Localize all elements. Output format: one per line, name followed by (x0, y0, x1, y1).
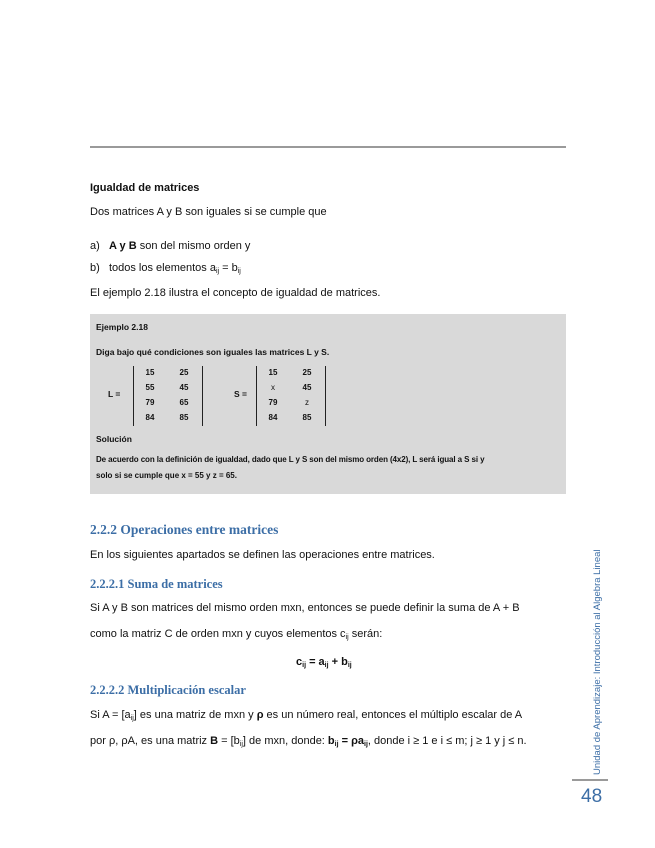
matrix-l-cell: 25 (179, 368, 189, 377)
matrix-l-cell: 55 (145, 383, 155, 392)
matrix-l-cell: 85 (179, 413, 189, 422)
condition-a: a) A y B son del mismo orden y (90, 240, 251, 252)
suma-line-2: como la matriz C de orden mxn y cuyos elementos $c_{ij}$ serán: (90, 628, 383, 641)
section-title: Igualdad de matrices (90, 182, 200, 194)
header-rule (90, 146, 566, 148)
heading-multiplicacion: 2.2.2.2 Multiplicación escalar (90, 683, 246, 697)
solution-line-2: solo si se cumple que x = 55 y z = 65. (96, 471, 237, 480)
matrix-l-cell: 79 (145, 398, 155, 407)
matrix-l-cell: 45 (179, 383, 189, 392)
page-number-rule (572, 779, 608, 781)
example-reference: El ejemplo 2.18 ilustra el concepto de igualdad de matrices. (90, 287, 381, 299)
operaciones-intro: En los siguientes apartados se definen las operaciones entre matrices. (90, 549, 435, 561)
example-prompt: Diga bajo qué condiciones son iguales las matrices L y S. (96, 347, 330, 357)
matrix-s-label: S = (234, 389, 247, 399)
matrix-s-cell: z (305, 398, 309, 407)
matrix-l-cell: 15 (145, 368, 155, 377)
page-number: 48 (581, 786, 603, 807)
solution-line-1: De acuerdo con la definición de igualdad, dado que L y S son del mismo orden (4x2), L será igual a S si y (96, 455, 485, 464)
matrix-l-cell: 84 (145, 413, 155, 422)
section-intro: Dos matrices A y B son iguales si se cumple que (90, 206, 327, 218)
heading-suma: 2.2.2.1 Suma de matrices (90, 577, 223, 591)
matrix-s (256, 366, 326, 426)
matrix-s-cell: 85 (302, 413, 312, 422)
example-title: Ejemplo 2.18 (96, 322, 148, 332)
suma-formula: $c_{ij} = a_{ij} + b_{ij}$ (296, 656, 352, 669)
matrix-s-cell: x (271, 383, 275, 392)
matrix-s-cell: 79 (268, 398, 278, 407)
matrix-s-cell: 15 (268, 368, 278, 377)
solution-title: Solución (96, 434, 132, 444)
matrix-l-cell: 65 (179, 398, 189, 407)
matrix-l-label: L = (108, 389, 121, 399)
condition-b: b) todos los elementos $a_{ij} = b_{ij}$ (90, 262, 241, 275)
heading-operaciones: 2.2.2 Operaciones entre matrices (90, 522, 279, 537)
matrix-l (133, 366, 203, 426)
suma-line-1: Si A y B son matrices del mismo orden mxn, entonces se puede definir la suma de A + B (90, 602, 520, 614)
mult-line-2: por ρ, ρA, es una matriz $B = [b_{ij}]$ de mxn, donde: $b_{ij} = \rho a_{ij}$, donde i ≥ 1 e i ≤ m; j ≥ 1 y j ≤ n. (90, 735, 527, 748)
matrix-s-cell: 84 (268, 413, 278, 422)
matrix-s-cell: 25 (302, 368, 312, 377)
example-box (90, 314, 566, 494)
mult-line-1: Si $A = [a_{ij}]$ es una matriz de mxn y ρ es un número real, entonces el múltiplo escalar de A (90, 709, 523, 722)
matrix-s-cell: 45 (302, 383, 312, 392)
sidebar-unit-title: Unidad de Aprendizaje: Introducción al Algebra Lineal (592, 549, 603, 775)
